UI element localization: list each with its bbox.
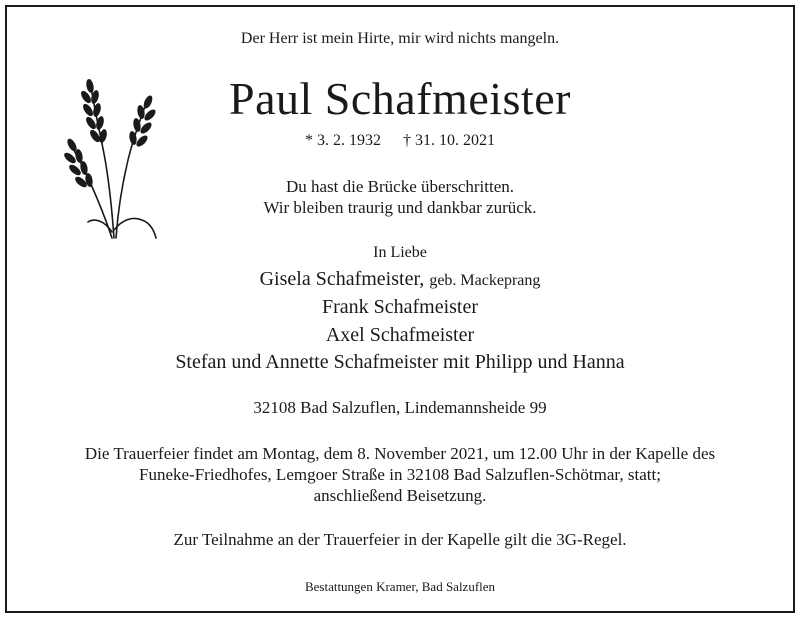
memorial-verse <box>0 176 800 218</box>
service-line: Die Trauerfeier findet am Montag, dem 8. November 2021, um 12.00 Uhr in der Kapelle des <box>84 444 716 463</box>
mourner-name: Axel Schafmeister <box>325 324 475 346</box>
bible-quote: Der Herr ist mein Hirte, mir wird nichts mangeln. <box>240 30 560 47</box>
funeral-service-info <box>0 443 800 506</box>
in-love-label: In Liebe <box>373 244 427 261</box>
mourner-wife <box>0 268 800 291</box>
maiden-name: geb. Mackeprang <box>429 272 541 289</box>
family-address: 32108 Bad Salzuflen, Lindemannsheide 99 <box>253 398 547 417</box>
mourner-name: Stefan und Annette Schafmeister mit Philipp und Hanna <box>175 351 625 373</box>
3g-rule-notice: Zur Teilnahme an der Trauerfeier in der Kapelle gilt die 3G-Regel. <box>173 530 627 549</box>
birth-date: * 3. 2. 1932 <box>305 132 381 149</box>
verse-line: Wir bleiben traurig und dankbar zurück. <box>263 198 537 217</box>
undertaker-credit: Bestattungen Kramer, Bad Salzuflen <box>304 579 496 594</box>
verse-line: Du hast die Brücke überschritten. <box>285 177 514 196</box>
service-line: Funeke-Friedhofes, Lemgoer Straße in 32108 Bad Salzuflen-Schötmar, statt; <box>139 465 661 484</box>
life-dates <box>0 132 800 150</box>
mourner-name: Gisela Schafmeister, <box>259 268 425 290</box>
service-line: anschließend Beisetzung. <box>313 486 487 505</box>
death-date: † 31. 10. 2021 <box>403 132 495 149</box>
mourner-name: Frank Schafmeister <box>321 296 479 318</box>
deceased-name: Paul Schafmeister <box>229 73 571 124</box>
